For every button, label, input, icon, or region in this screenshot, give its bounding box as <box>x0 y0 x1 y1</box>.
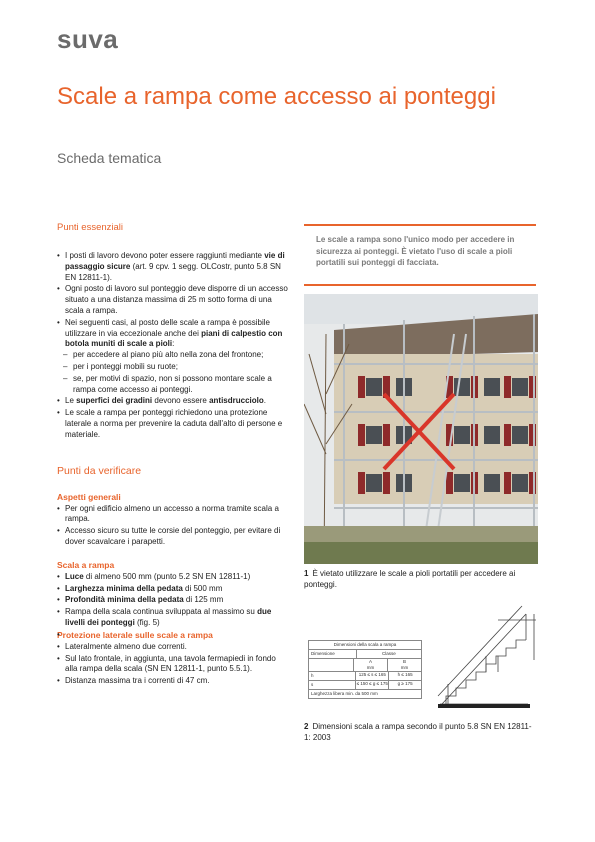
ramp-list <box>57 572 289 629</box>
subheading-general: Aspetti generali <box>57 491 121 502</box>
list-item: • Lateralmente almeno due correnti. <box>57 642 289 653</box>
list-item: • Rampa della scala continua sviluppata al massimo su due livelli dei ponteggi (fig. 5) <box>57 607 289 629</box>
list-item: • Nei seguenti casi, al posto delle scale a rampa è possibile utilizzare in via eccezionale anche dei piani di calpestio con botola muniti di scale a pioli: – per accedere al piano più alto nella zona del frontone; – per i ponteggi mobili su ruote; – se, per motivi di spazio, non si possono montare scale a rampa come accesso ai ponteggi. <box>57 318 289 396</box>
sub-list <box>57 350 289 395</box>
callout-box: Le scale a rampa sono l'unico modo per accedere in sicurezza ai ponteggi. È vietato l'uso di scale a pioli portatili sui ponteggi di facciata. <box>304 224 536 286</box>
table-row: h 125 ≤ s ≤ 165 h ≤ 165 <box>309 672 421 681</box>
section-heading-essentials: Punti essenziali <box>57 222 124 233</box>
list-item: • Luce di almeno 500 mm (punto 5.2 SN EN 12811-1) <box>57 572 289 583</box>
protection-list <box>57 642 289 687</box>
table-header-cell: Dimensione <box>309 650 357 658</box>
list-item: • Le superfici dei gradini devono essere antisdrucciolo. <box>57 396 289 407</box>
subheading-ramp: Scala a rampa <box>57 559 115 570</box>
sub-list-item: – per i ponteggi mobili su ruote; <box>57 362 289 373</box>
stair-dimension-diagram <box>304 600 538 712</box>
section-heading-checks: Punti da verificare <box>57 464 142 477</box>
list-item: • Profondità minima della pedata di 125 mm <box>57 595 289 606</box>
list-item: • Distanza massima tra i correnti di 47 cm. <box>57 676 289 687</box>
subheading-side-protection: Protezione laterale sulle scale a rampa <box>57 629 213 640</box>
table-footer: Larghezza libera min. da 500 mm <box>311 691 378 696</box>
table-unit: mm <box>366 665 375 670</box>
scaffold-photo <box>304 294 538 564</box>
figure-1-caption: 1 È vietato utilizzare le scale a pioli portatili per accedere ai ponteggi. <box>304 569 516 589</box>
table-header-row <box>309 650 421 659</box>
list-item: • Per ogni edificio almeno un accesso a norma tramite scala a rampa. <box>57 504 289 526</box>
figure-1-number: 1 <box>304 569 309 578</box>
suva-logo: suva <box>57 24 119 54</box>
table-unit: mm <box>400 665 409 670</box>
list-item: • Sul lato frontale, in aggiunta, una tavola fermapiedi in fondo alla rampa della scala (SN EN 12811-1, punto 5.5.1). <box>57 654 289 676</box>
list-item: • Accesso sicuro su tutte le corsie del ponteggio, per evitare di dover scavalcare i parapetti. <box>57 526 289 548</box>
list-item: • Ogni posto di lavoro sul ponteggio deve disporre di un accesso situato a una distanza massima di 25 m sotto forma di una scala a rampa. <box>57 284 289 316</box>
scaffold-photo-illustration <box>304 294 538 564</box>
stair-drawing <box>428 600 538 712</box>
list-item: • Le scale a rampa per ponteggi richiedono una protezione laterale a norma per prevenire la caduta dall'alto di persone e materiale. <box>57 408 289 440</box>
table-row: s ≤ 150 ≤ g ≤ 175 g ≥ 175 <box>309 681 421 690</box>
figure-2-caption: 2 Dimensioni scala a rampa secondo il punto 5.8 SN EN 12811-1: 2003 <box>304 722 532 742</box>
left-column <box>57 222 289 688</box>
table-col-a: A <box>368 659 372 664</box>
page-subtitle: Scheda tematica <box>57 150 162 166</box>
table-title: Dimensioni della scala a rampa <box>309 641 421 650</box>
general-list <box>57 504 289 548</box>
figure-2-number: 2 <box>304 722 309 731</box>
dimension-table <box>308 640 422 699</box>
list-item: • I posti di lavoro devono poter essere raggiunti mediante vie di passaggio sicure (art. 9 cpv. 1 segg. OLCostr, punto 5.8 SN EN 12811-1). <box>57 251 289 283</box>
table-subheader-row <box>309 659 421 672</box>
table-header-cell: Classe <box>382 651 396 656</box>
list-item: • Larghezza minima della pedata di 500 mm <box>57 584 289 595</box>
sub-list-item: – se, per motivi di spazio, non si possono montare scale a rampa come accesso ai ponteggi. <box>57 374 289 396</box>
table-col-b: B <box>402 659 406 664</box>
sub-list-item: – per accedere al piano più alto nella zona del frontone; <box>57 350 289 361</box>
essentials-list <box>57 251 289 441</box>
page-title: Scale a rampa come accesso ai ponteggi <box>57 83 496 110</box>
